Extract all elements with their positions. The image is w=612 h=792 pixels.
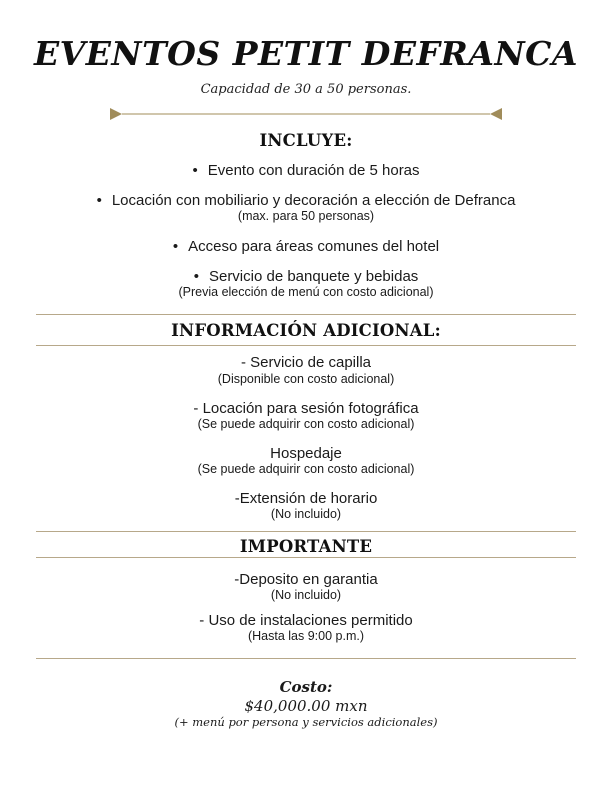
- list-item: - Uso de instalaciones permitido: [199, 612, 413, 629]
- section-divider: [36, 557, 576, 558]
- list-item: Hospedaje: [270, 445, 342, 462]
- section-divider: [36, 658, 576, 659]
- list-item: - Servicio de capilla: [240, 354, 372, 371]
- cost-label: Costo:: [279, 678, 333, 696]
- arrow-divider: [110, 106, 502, 122]
- list-item-note: (Disponible con costo adicional): [217, 372, 395, 386]
- list-item: • Locación con mobiliario y decoración a elección de Defranca: [0, 192, 612, 210]
- section-divider: [36, 531, 576, 532]
- cost-note: (+ menú por persona y servicios adicionales): [174, 715, 438, 729]
- list-item: • Acceso para áreas comunes del hotel: [0, 238, 612, 256]
- list-item-note: (No incluido): [270, 507, 342, 521]
- list-item-note: (Previa elección de menú con costo adicional): [178, 285, 434, 299]
- section-divider: [36, 345, 576, 346]
- list-item-note: (Se puede adquirir con costo adicional): [197, 417, 415, 431]
- list-item: • Servicio de banquete y bebidas: [0, 268, 612, 286]
- list-item-note: (Hasta las 9:00 p.m.): [247, 629, 364, 643]
- section-heading-importante: IMPORTANTE: [239, 537, 373, 556]
- list-item: -Deposito en garantia: [234, 571, 378, 588]
- arrow-left-icon: [110, 108, 122, 120]
- list-item-note: (max. para 50 personas): [237, 209, 375, 223]
- cost-value: $40,000.00 mxn: [244, 697, 368, 715]
- list-item-note: (No incluido): [270, 588, 342, 602]
- section-heading-incluye: INCLUYE:: [259, 131, 353, 150]
- list-item: - Locación para sesión fotográfica: [193, 400, 419, 417]
- list-item: -Extensión de horario: [234, 490, 378, 507]
- section-divider: [36, 314, 576, 315]
- arrow-right-icon: [490, 108, 502, 120]
- page-subtitle: Capacidad de 30 a 50 personas.: [200, 82, 412, 97]
- list-item-note: (Se puede adquirir con costo adicional): [197, 462, 415, 476]
- list-item: • Evento con duración de 5 horas: [0, 162, 612, 180]
- page-title: EVENTOS PETIT DEFRANCA: [34, 34, 578, 73]
- section-heading-informacion: INFORMACIÓN ADICIONAL:: [171, 321, 441, 340]
